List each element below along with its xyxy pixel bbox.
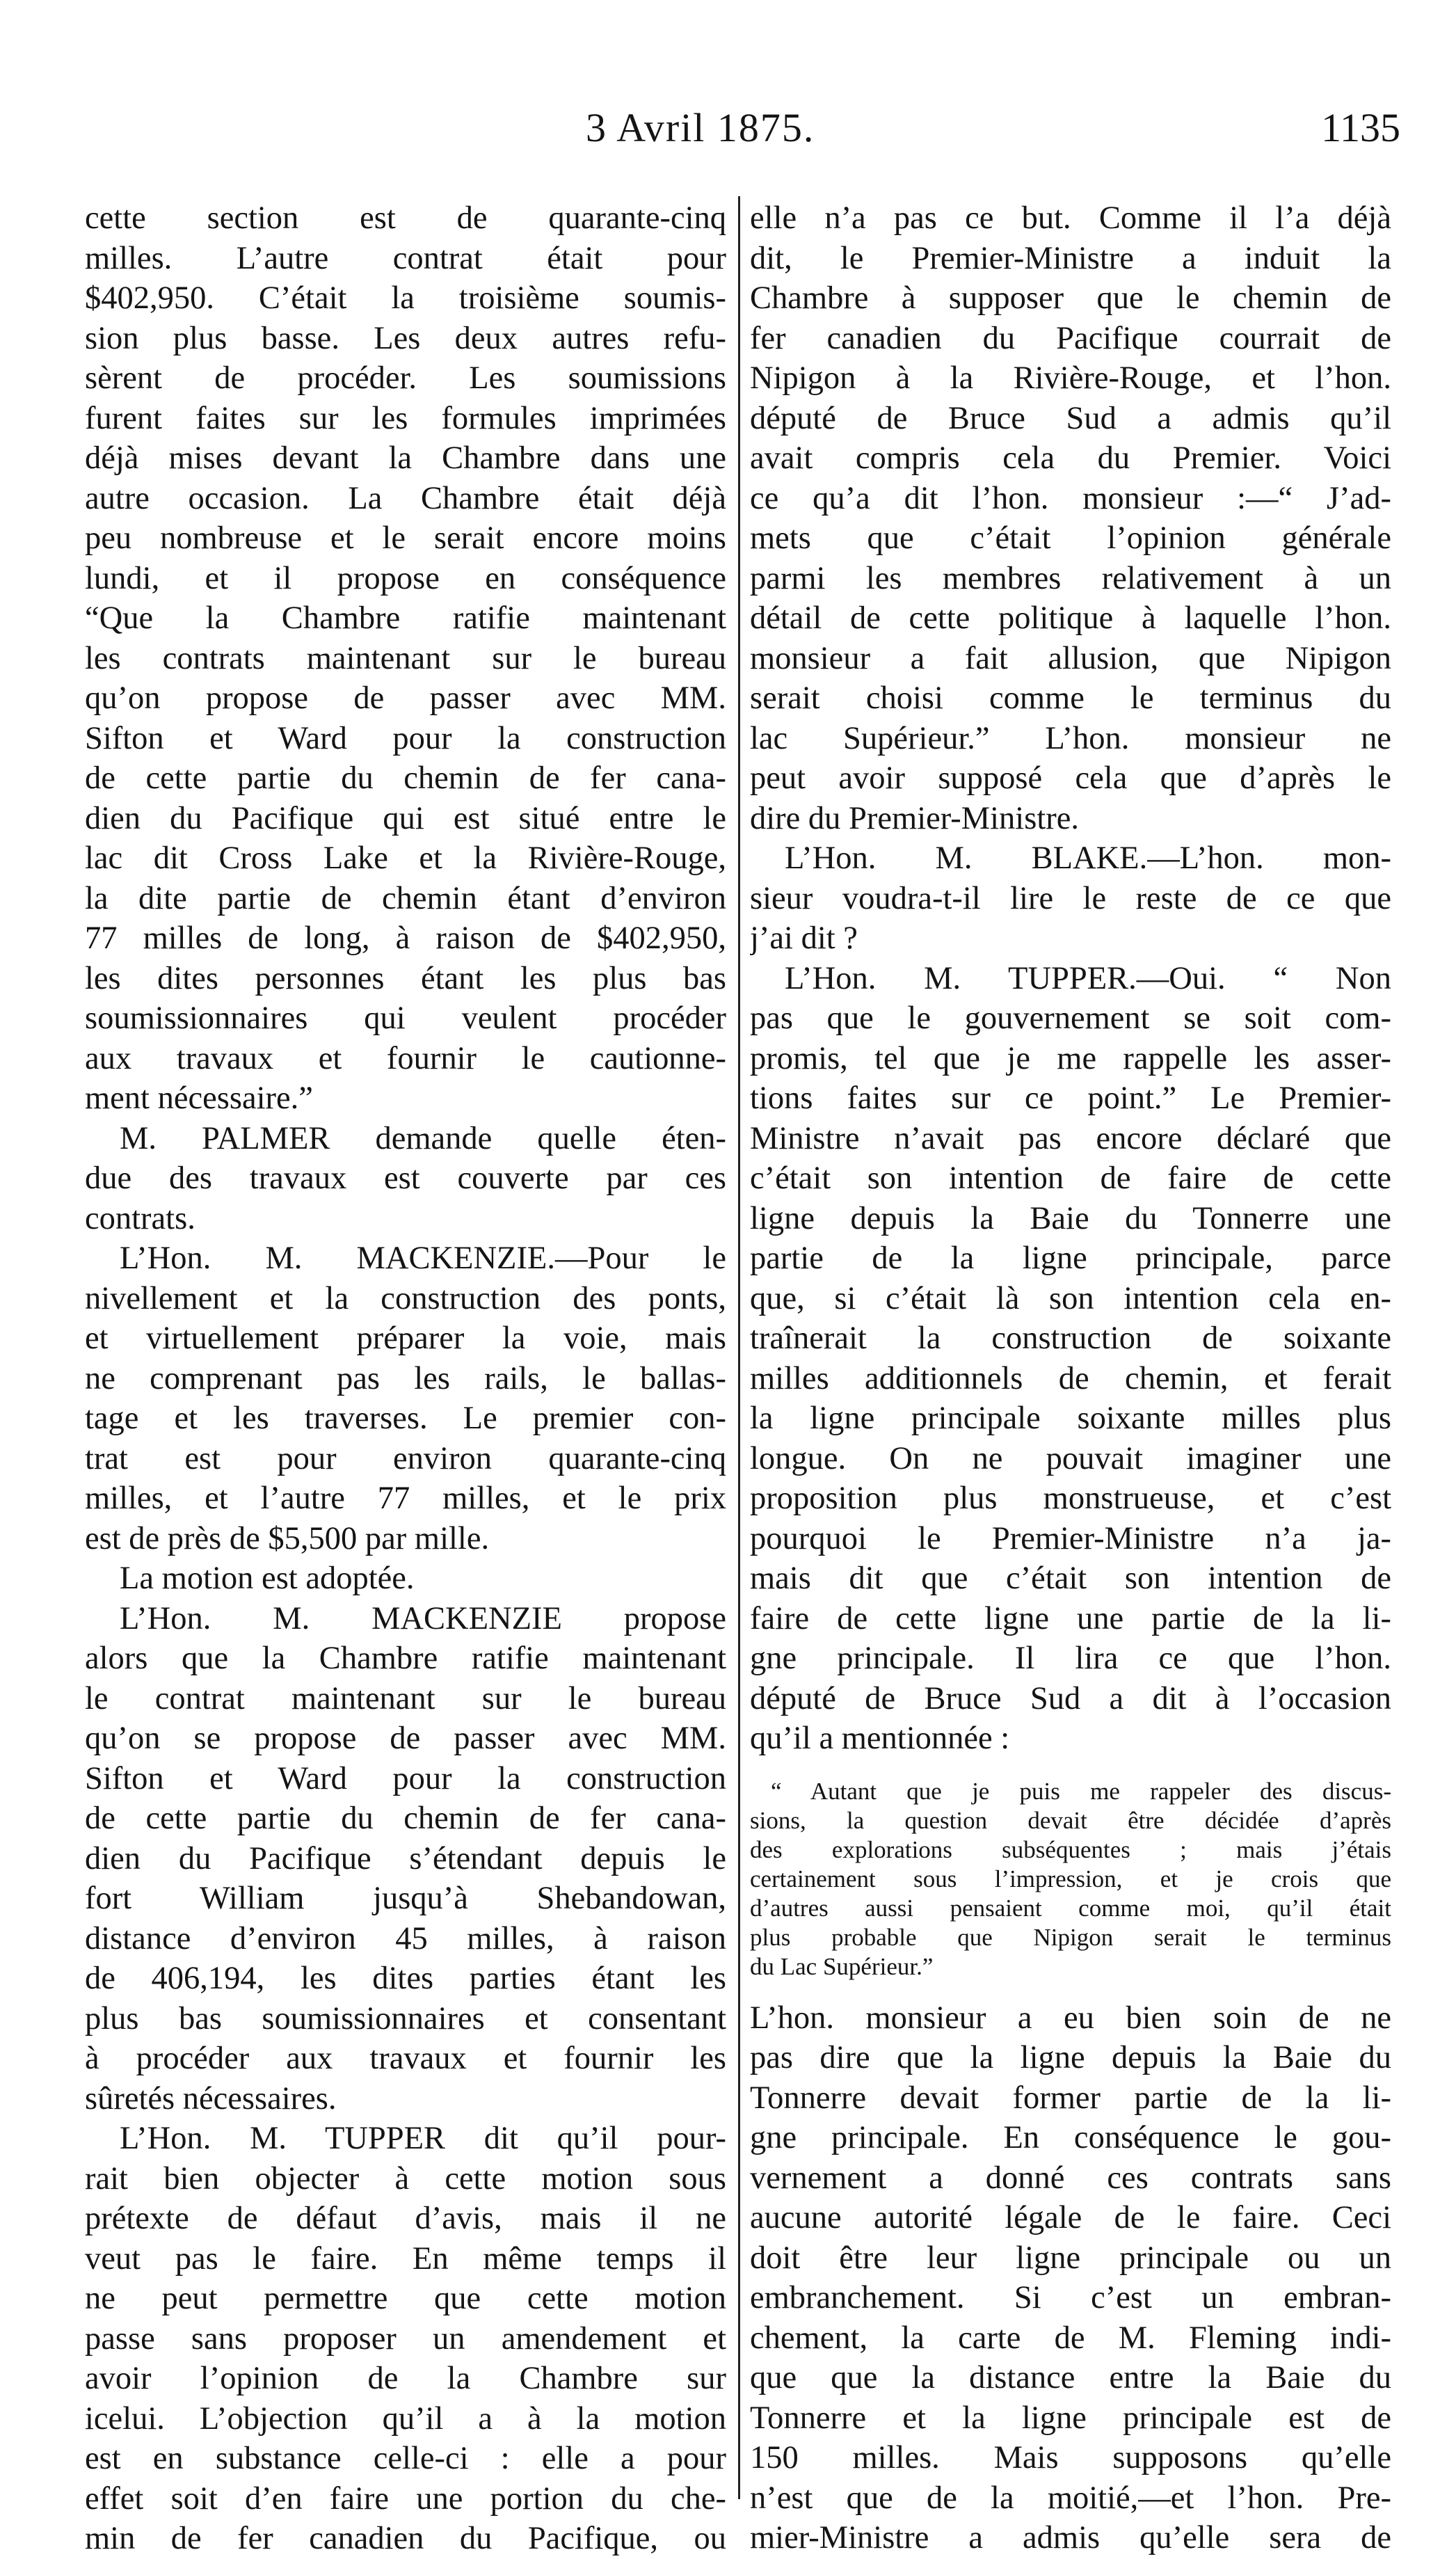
text-line: L’Hon. M. TUPPER dit qu’il pour- <box>120 2121 726 2156</box>
text-line: partie de la ligne principale, parce <box>750 1241 1391 1276</box>
text-line: qu’il a mentionnée : <box>750 1721 1010 1756</box>
page-header <box>0 104 1456 153</box>
text-line: peut avoir supposé cela que d’après le <box>750 760 1391 796</box>
text-line: détail de cette politique à laquelle l’hon. <box>750 600 1391 636</box>
text-line: L’Hon. M. MACKENZIE propose <box>120 1600 726 1636</box>
text-line: 150 milles. Mais supposons qu’elle <box>750 2440 1391 2476</box>
text-line: de cette partie du chemin de fer cana- <box>85 1801 726 1836</box>
text-line: Tonnerre devait former partie de la li- <box>750 2080 1391 2116</box>
text-line: j’ai dit ? <box>750 920 858 956</box>
text-line: dien du Pacifique s’étendant depuis le <box>85 1840 726 1876</box>
text-line: milles. L’autre contrat était pour <box>85 240 726 276</box>
text-line: est de près de $5,500 par mille. <box>85 1520 490 1556</box>
text-line: milles additionnels de chemin, et ferait <box>750 1360 1391 1396</box>
text-line: “Que la Chambre ratifie maintenant <box>85 600 726 636</box>
text-line: est en substance celle-ci : elle a pour <box>85 2441 726 2476</box>
text-line: Tonnerre et la ligne principale est de <box>750 2400 1391 2436</box>
text-line: plus probable que Nipigon serait le terminus <box>750 1923 1391 1951</box>
text-line: lac Supérieur.” L’hon. monsieur ne <box>750 720 1391 756</box>
text-line: monsieur a fait allusion, que Nipigon <box>750 640 1391 676</box>
text-line: distance d’environ 45 milles, à raison <box>85 1920 726 1956</box>
text-line: autre occasion. La Chambre était déjà <box>85 480 726 516</box>
text-line: Chambre à supposer que le chemin de <box>750 280 1391 316</box>
text-line: trat est pour environ quarante-cinq <box>85 1440 726 1476</box>
text-line: proposition plus monstrueuse, et c’est <box>750 1481 1391 1516</box>
text-line: chement, la carte de M. Fleming indi- <box>750 2320 1391 2356</box>
text-line: lac dit Cross Lake et la Rivière-Rouge, <box>85 840 726 876</box>
text-line: député de Bruce Sud a admis qu’il <box>750 400 1391 436</box>
text-line: avoir l’opinion de la Chambre sur <box>85 2361 726 2396</box>
text-line: fort William jusqu’à Shebandowan, <box>85 1881 726 1916</box>
text-line: la dite partie de chemin étant d’environ <box>85 880 726 916</box>
text-line: sûretés nécessaires. <box>85 2080 337 2116</box>
text-line: icelui. L’objection qu’il a à la motion <box>85 2400 726 2437</box>
text-line: Sifton et Ward pour la construction <box>85 1760 726 1796</box>
text-line: gne principale. Il lira ce que l’hon. <box>750 1641 1391 1676</box>
text-line: traînerait la construction de soixante <box>750 1321 1391 1356</box>
text-line: fer canadien du Pacifique courrait de <box>750 320 1391 356</box>
text-line: sieur voudra-t-il lire le reste de ce que <box>750 880 1391 916</box>
text-line: d’autres aussi pensaient comme moi, qu’il était <box>750 1894 1391 1922</box>
text-line: mier-Ministre a admis qu’elle sera de <box>750 2520 1391 2556</box>
text-line: due des travaux est couverte par ces <box>85 1161 726 1196</box>
text-line: les contrats maintenant sur le bureau <box>85 640 726 676</box>
text-line: que, si c’était là son intention cela en- <box>750 1280 1391 1316</box>
text-line: “ Autant que je puis me rappeler des discus- <box>771 1777 1391 1805</box>
text-line: les dites personnes étant les plus bas <box>85 960 726 996</box>
text-line: L’Hon. M. BLAKE.—L’hon. mon- <box>785 840 1391 876</box>
text-line: 77 milles de long, à raison de $402,950, <box>85 920 726 956</box>
text-line: pourquoi le Premier-Ministre n’a ja- <box>750 1520 1391 1556</box>
text-line: serait choisi comme le terminus du <box>750 680 1391 716</box>
text-line: aux travaux et fournir le cautionne- <box>85 1040 726 1076</box>
text-line: effet soit d’en faire une portion du che- <box>85 2480 726 2517</box>
text-line: ne peut permettre que cette motion <box>85 2281 726 2316</box>
column-divider <box>738 196 740 2499</box>
text-line: des explorations subséquentes ; mais j’étais <box>750 1835 1391 1863</box>
text-line: dien du Pacifique qui est situé entre le <box>85 800 726 836</box>
text-line: Nipigon à la Rivière-Rouge, et l’hon. <box>750 360 1391 396</box>
text-line: doit être leur ligne principale ou un <box>750 2240 1391 2276</box>
text-line: dit, le Premier-Ministre a induit la <box>750 240 1391 276</box>
right-column-text-bottom <box>750 1998 1391 2558</box>
text-line: lundi, et il propose en conséquence <box>85 560 726 596</box>
text-line: tions faites sur ce point.” Le Premier- <box>750 1081 1391 1116</box>
text-line: c’était son intention de faire de cette <box>750 1161 1391 1196</box>
text-line: faire de cette ligne une partie de la li- <box>750 1600 1391 1636</box>
text-line: qu’on se propose de passer avec MM. <box>85 1721 726 1756</box>
text-line: alors que la Chambre ratifie maintenant <box>85 1641 726 1676</box>
text-line: veut pas le faire. En même temps il <box>85 2240 726 2277</box>
text-line: le contrat maintenant sur le bureau <box>85 1680 726 1716</box>
text-line: déjà mises devant la Chambre dans une <box>85 440 726 476</box>
text-line: Ministre n’avait pas encore déclaré que <box>750 1120 1391 1156</box>
text-line: L’Hon. M. TUPPER.—Oui. “ Non <box>785 960 1391 996</box>
text-line: dire du Premier-Ministre. <box>750 800 1079 836</box>
right-column <box>750 198 1391 2558</box>
text-line: rait bien objecter à cette motion sous <box>85 2160 726 2197</box>
text-line: vernement a donné ces contrats sans <box>750 2160 1391 2196</box>
text-line: sèrent de procéder. Les soumissions <box>85 360 726 396</box>
text-line: nivellement et la construction des ponts, <box>85 1280 726 1316</box>
text-line: avait compris cela du Premier. Voici <box>750 440 1391 476</box>
text-line: furent faites sur les formules imprimées <box>85 400 726 436</box>
text-line: ment nécessaire.” <box>85 1081 313 1116</box>
text-line: cette section est de quarante-cinq <box>85 200 726 236</box>
text-line: soumissionnaires qui veulent procéder <box>85 1001 726 1036</box>
text-line: plus bas soumissionnaires et consentant <box>85 2000 726 2036</box>
text-line: ne comprenant pas les rails, le ballas- <box>85 1360 726 1396</box>
text-line: peu nombreuse et le serait encore moins <box>85 520 726 556</box>
text-line: embranchement. Si c’est un embran- <box>750 2280 1391 2315</box>
text-line: contrats. <box>85 1200 195 1236</box>
text-line: certainement sous l’impression, et je crois que <box>750 1865 1391 1892</box>
text-line: $402,950. C’était la troisième soumis- <box>85 280 726 316</box>
text-line: elle n’a pas ce but. Comme il l’a déjà <box>750 200 1391 236</box>
text-line: de 406,194, les dites parties étant les <box>85 1961 726 1996</box>
text-line: Sifton et Ward pour la construction <box>85 720 726 756</box>
text-line: sion plus basse. Les deux autres refu- <box>85 320 726 356</box>
text-line: de cette partie du chemin de fer cana- <box>85 760 726 796</box>
right-column-text-top <box>750 198 1391 1759</box>
text-line: du Lac Supérieur.” <box>750 1952 934 1980</box>
text-line: passe sans proposer un amendement et <box>85 2320 726 2357</box>
text-line: prétexte de défaut d’avis, mais il ne <box>85 2201 726 2236</box>
text-line: L’hon. monsieur a eu bien soin de ne <box>750 2000 1391 2036</box>
text-line: pas dire que la ligne depuis la Baie du <box>750 2040 1391 2075</box>
text-line: à procéder aux travaux et fournir les <box>85 2041 726 2076</box>
text-line: mets que c’était l’opinion générale <box>750 520 1391 556</box>
text-line: pas que le gouvernement se soit com- <box>750 1001 1391 1036</box>
text-line: sions, la question devait être décidée d’après <box>750 1806 1391 1834</box>
text-line: La motion est adoptée. <box>120 1561 415 1596</box>
text-line: promis, tel que je me rappelle les asser- <box>750 1040 1391 1076</box>
text-line: n’est que de la moitié,—et l’hon. Pre- <box>750 2480 1391 2516</box>
text-line: la ligne principale soixante milles plus <box>750 1401 1391 1436</box>
page-number: 1135 <box>1321 105 1400 150</box>
text-line: tage et les traverses. Le premier con- <box>85 1401 726 1436</box>
text-line: ce qu’a dit l’hon. monsieur :—“ J’ad- <box>750 480 1391 516</box>
text-line: longue. On ne pouvait imaginer une <box>750 1440 1391 1476</box>
text-line: député de Bruce Sud a dit à l’occasion <box>750 1680 1391 1716</box>
text-line: qu’on propose de passer avec MM. <box>85 680 726 716</box>
text-line: min de fer canadien du Pacifique, ou <box>85 2521 726 2556</box>
text-line: ligne depuis la Baie du Tonnerre une <box>750 1200 1391 1236</box>
text-line: que que la distance entre la Baie du <box>750 2360 1391 2395</box>
text-line: L’Hon. M. MACKENZIE.—Pour le <box>120 1241 726 1276</box>
text-line: mais dit que c’était son intention de <box>750 1561 1391 1596</box>
text-line: gne principale. En conséquence le gou- <box>750 2120 1391 2155</box>
text-line: M. PALMER demande quelle éten- <box>120 1120 726 1156</box>
text-line: et virtuellement préparer la voie, mais <box>85 1321 726 1356</box>
header-date: 3 Avril 1875. <box>586 105 815 150</box>
block-quote <box>750 1777 1391 1982</box>
left-column <box>85 198 726 2559</box>
text-line: parmi les membres relativement à un <box>750 560 1391 596</box>
text-line: aucune autorité légale de le faire. Ceci <box>750 2200 1391 2235</box>
text-line: milles, et l’autre 77 milles, et le prix <box>85 1481 726 1516</box>
